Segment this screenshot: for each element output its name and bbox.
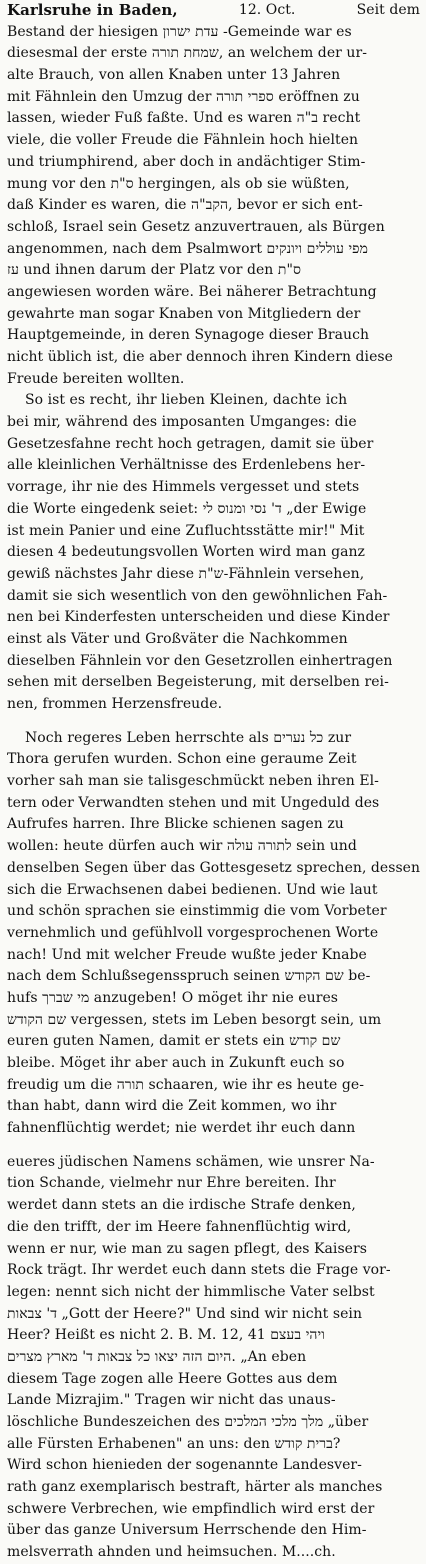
text-line: nicht üblich ist, die aber dennoch ihren Kindern diese: [7, 349, 393, 365]
text-line: freudig um die תורה schaaren, wie ihr es heute ge-: [7, 1076, 364, 1093]
text-line: gewiß nächstes Jahr diese ש"ת-Fähnlein versehen,: [7, 565, 365, 582]
text-line: lassen, wieder Fuß faßte. Und es waren ב"ה recht: [7, 110, 361, 127]
text-line: Heer? Heißt es nicht 2. B. M. 12, 41 ויהי בעצם: [7, 1327, 325, 1344]
text-line: nach! Und mit welcher Freude wußte jeder Knabe: [7, 946, 367, 963]
text-line: sehen mit derselben Begeisterung, mit derselben rei-: [7, 674, 389, 691]
text-line: schloß, Israel sein Gesetz anzuvertrauen, als Bürgen: [7, 218, 385, 235]
text-line: bleibe. Möget ihr aber auch in Zukunft euch so: [7, 1055, 345, 1071]
text-line: Rock trägt. Ihr werdet euch dann stets die Frage vor-: [7, 1262, 391, 1279]
text-line: und schön sprachen sie einstimmig die vom Vorbeter: [7, 903, 387, 920]
text-line: und triumphirend, aber doch in andächtiger Stim-: [7, 153, 366, 170]
text-line: bei mir, während des imposanten Umganges: die: [7, 414, 357, 431]
text-line: vorrage, ihr nie des Himmels vergesset und stets: [7, 479, 360, 496]
text-line: denselben Segen über das Gottesgesetz sprechen, dessen: [7, 859, 421, 876]
text-line: legen: nennt sich nicht der himmlische Vater selbst: [7, 1283, 375, 1300]
text-line: vernehmlich und gefühlvoll vorgesprochenen Worte: [7, 924, 379, 941]
text-line: Thora gerufen wurden. Schon eine geraume Zeit: [7, 751, 357, 768]
text-line: melsverrath ahnden und heimsuchen. M....ch.: [7, 1544, 336, 1561]
text-line: fahnenflüchtig werdet; nie werdet ihr euch dann: [7, 1120, 356, 1137]
text-line: Aufrufes harren. Ihre Blicke schienen sagen zu: [7, 816, 344, 833]
text-line: ist mein Panier und eine Zufluchtsstätte mir!" Mit: [7, 522, 365, 539]
text-line: viele, die voller Freude die Fähnlein hoch hielten: [7, 132, 359, 149]
text-line: die den trifft, der im Heere fahnenflüchtig wird,: [7, 1218, 352, 1235]
paragraph-3: [7, 728, 420, 1140]
text-line: angenommen, nach dem Psalmwort מפי עוללים ויונקים: [7, 240, 368, 257]
text-line: wenn er nur, wie man zu sagen pflegt, des Kaisers: [7, 1240, 367, 1257]
section-gap: [7, 1140, 420, 1152]
text-line: diesem Tage zogen alle Heere Gottes aus dem: [7, 1370, 338, 1387]
text-line: euren guten Namen, damit er stets ein שם קודש: [7, 1033, 341, 1050]
text-line: Wird schon hienieden der sogenannte Landesver-: [7, 1457, 362, 1474]
text-line: nach dem Schlußsegensspruch seinen שם הקודש be-: [7, 968, 371, 985]
paragraph-4: [7, 1152, 420, 1564]
text-line: werdet dann stets an die irdische Strafe denken,: [7, 1197, 356, 1214]
text-line: Seit dem: [356, 2, 420, 18]
text-line: über das ganze Universum Herrschende den Him-: [7, 1522, 367, 1539]
text-line: eueres jüdischen Namens schämen, wie unsrer Na-: [7, 1153, 375, 1170]
text-line: tern oder Verwandten stehen und mit Ungeduld des: [7, 794, 380, 811]
text-line: alle Fürsten Erhabenen" an uns: den ברית קודש?: [7, 1435, 341, 1452]
paragraph-1: [7, 22, 420, 391]
text-line: mit Fähnlein den Umzug der ספרי תורה eröffnen zu: [7, 88, 360, 105]
text-line: einst als Väter und Großväter die Nachkommen: [7, 630, 348, 647]
paragraph-2: [7, 390, 420, 715]
text-line: Noch regeres Leben herrschte als כל נערים zur: [25, 729, 352, 746]
text-line: Freude bereiten wollten.: [7, 370, 185, 387]
paragraph-gap: [7, 716, 420, 728]
text-line: alle kleinlichen Verhältnisse des Erdenlebens her-: [7, 457, 366, 474]
text-line: Hauptgemeinde, in deren Synagoge dieser Brauch: [7, 327, 370, 344]
text-line: So ist es recht, ihr lieben Kleinen, dachte ich: [25, 392, 348, 409]
article-date: 12. Oct.: [238, 2, 296, 18]
text-line: nen bei Kinderfesten unterscheiden und diese Kinder: [7, 609, 390, 626]
article-title: Karlsruhe in Baden,: [7, 1, 178, 19]
text-line: damit sie sich wesentlich von den gewöhnlichen Fah-: [7, 587, 388, 604]
text-line: löschliche Bundeszeichen des מלך מלכי המלכים „über: [7, 1414, 369, 1430]
text-line: angewiesen worden wäre. Bei näherer Betrachtung: [7, 283, 377, 300]
text-line: diesen 4 bedeutungsvollen Worten wird man ganz: [7, 544, 365, 561]
text-line: than habt, dann wird die Zeit kommen, wo ihr: [7, 1098, 337, 1115]
text-line: עז und ihnen darum der Platz vor den ס"ת: [7, 262, 301, 279]
article-first-line: [7, 0, 420, 22]
text-line: mung vor den ס"ת hergingen, als ob sie wüßten,: [7, 175, 350, 192]
text-line: wollen: heute dürfen auch wir לתורה עולה sein und: [7, 838, 357, 855]
text-line: Bestand der hiesigen עדת ישרון -Gemeinde war es: [7, 23, 352, 40]
text-line: Lande Mizrajim." Tragen wir nicht das unaus-: [7, 1392, 336, 1409]
text-line: dieselben Fähnlein vor den Gesetzrollen einhertragen: [7, 652, 393, 669]
text-line: rath ganz exemplarisch bestraft, härter als manches: [7, 1479, 383, 1496]
text-line: hufs מי שברך anzugeben! O möget ihr nie eures: [7, 989, 339, 1006]
text-line: alte Brauch, von allen Knaben unter 13 Jahren: [7, 67, 341, 84]
text-line: gewahrte man sogar Knaben von Mitgliedern der: [7, 305, 361, 322]
article-column: [7, 0, 421, 1561]
text-line: daß Kinder es waren, die הקב"ה, bevor er sich ent-: [7, 197, 363, 214]
text-line: Gesetzesfahne recht hoch getragen, damit sie über: [7, 435, 374, 452]
text-line: שם הקודש vergessen, stets im Leben besorgt sein, um: [7, 1011, 382, 1028]
text-line: sich die Erwachsenen dabei bedienen. Und wie laut: [7, 881, 378, 898]
text-line: schwere Verbrechen, wie empfindlich wird erst der: [7, 1500, 375, 1517]
text-line: die Worte eingedenk seiet: ד' נסי ומנוס לי „der Ewige: [7, 500, 367, 517]
text-line: diesesmal der erste שמחת תורה, an welchem der ur-: [7, 45, 367, 62]
text-line: nen, frommen Herzensfreude.: [7, 696, 223, 712]
text-line: היום הזה יצאו כל צבאות ד' מארץ מצרים. „An eben: [7, 1348, 307, 1365]
text-line: ד' צבאות „Gott der Heere?" Und sind wir nicht sein: [7, 1305, 363, 1322]
text-line: tion Schande, vielmehr nur Ehre bereiten. Ihr: [7, 1175, 336, 1192]
text-line: vorher sah man sie talisgeschmückt neben ihren El-: [7, 773, 379, 790]
